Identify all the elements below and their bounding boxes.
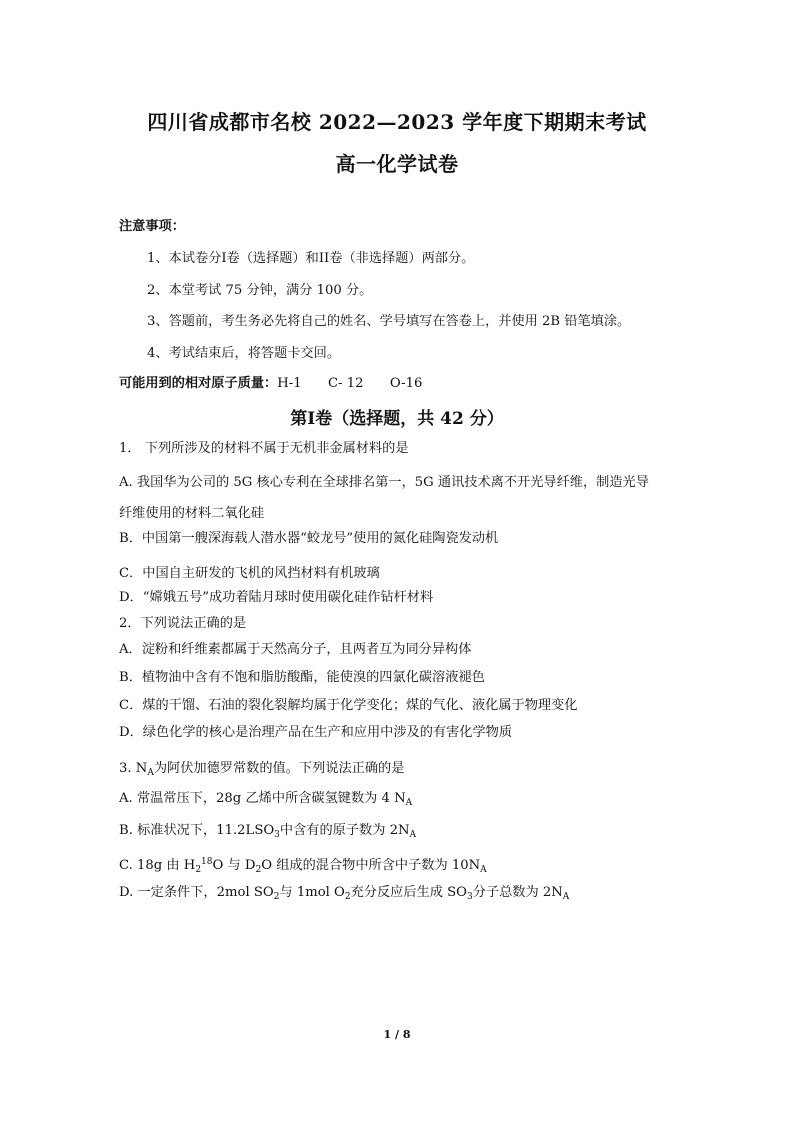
note-item: 1、本试卷分I卷（选择题）和II卷（非选择题）两部分。 [147,251,475,266]
note-item: 3、答题前，考生务必先将自己的姓名、学号填写在答卷上，并使用 2B 铅笔填涂。 [147,314,631,329]
atomic-mass-values: H-1 C- 12 O-16 [277,376,423,391]
atomic-mass-line [119,375,422,393]
question-3-stem [119,760,404,782]
question-1-stem: 1． 下列所涉及的材料不属于无机非金属材料的是 [119,441,409,456]
question-1-option-c: C．中国自主研发的飞机的风挡材料有机玻璃 [119,566,380,581]
page-number: 1 / 8 [383,1028,411,1041]
question-2-option-d: D．绿色化学的核心是治理产品在生产和应用中涉及的有害化学物质 [119,725,513,740]
subscript: 3 [466,892,473,902]
subscript: 2 [195,865,202,875]
text-part: O 与 D [212,858,256,873]
note-item: 4、考试结束后，将答题卡交回。 [147,346,341,361]
exam-title: 四川省成都市名校 2022—2023 学年度下期期末考试 [147,110,647,134]
atomic-mass-label: 可能用到的相对原子质量： [119,376,278,391]
question-2-option-a: A．淀粉和纤维素都属于天然高分子，且两者互为同分异构体 [119,642,472,657]
note-item: 2、本堂考试 75 分钟，满分 100 分。 [147,283,373,298]
subscript: A [562,892,570,902]
question-3-option-c [119,853,487,879]
subscript: 3 [274,830,280,840]
exam-subtitle: 高一化学试卷 [335,152,459,176]
subscript: A [147,768,154,778]
text-part: 3. N [119,761,148,776]
superscript: 18 [201,857,213,867]
text-part: 中含有的原子数为 2N [279,823,410,838]
subscript: 2 [273,892,280,902]
text-part: 与 1mol O [279,885,345,900]
question-2-option-c: C．煤的干馏、石油的裂化裂解均属于化学变化；煤的气化、液化属于物理变化 [119,698,578,713]
question-1-option-b: B．中国第一艘深海载人潜水器“蛟龙号”使用的氮化硅陶瓷发动机 [119,531,499,546]
subscript: A [409,830,417,840]
question-1-option-a-cont: 纤维使用的材料二氧化硅 [119,506,265,521]
question-3-option-b [119,822,416,844]
question-3-option-a [119,790,412,812]
subscript: A [480,865,487,875]
subscript: A [405,798,413,808]
text-part: A. 常温常压下，28g 乙烯中所含碳氢键数为 4 N [119,791,406,806]
text-part: 分子总数为 2N [472,885,563,900]
question-1-option-d: D．“嫦娥五号”成功着陆月球时使用碳化硅作钻杆材料 [119,590,434,605]
section-title: 第I卷（选择题，共 42 分） [290,409,504,429]
question-3-option-d [119,884,569,906]
text-part: 充分反应后生成 SO [350,885,467,900]
text-part: B. 标准状况下，11.2LSO [119,823,275,838]
question-2-stem: 2．下列说法正确的是 [119,616,247,631]
notes-heading: 注意事项： [119,219,185,234]
subscript: 2 [344,892,351,902]
text-part: D. 一定条件下，2mol SO [119,885,274,900]
text-part: C. 18g 由 H [119,858,196,873]
text-part: 为阿伏加德罗常数的值。下列说法正确的是 [153,761,405,776]
question-1-option-a: A. 我国华为公司的 5G 核心专利在全球排名第一，5G 通讯技术离不开光导纤维，制造光导 [119,475,649,490]
subscript: 2 [255,865,262,875]
question-2-option-b: B．植物油中含有不饱和脂肪酸酯，能使溴的四氯化碳溶液褪色 [119,670,485,685]
text-part: O 组成的混合物中所含中子数为 10N [261,858,481,873]
